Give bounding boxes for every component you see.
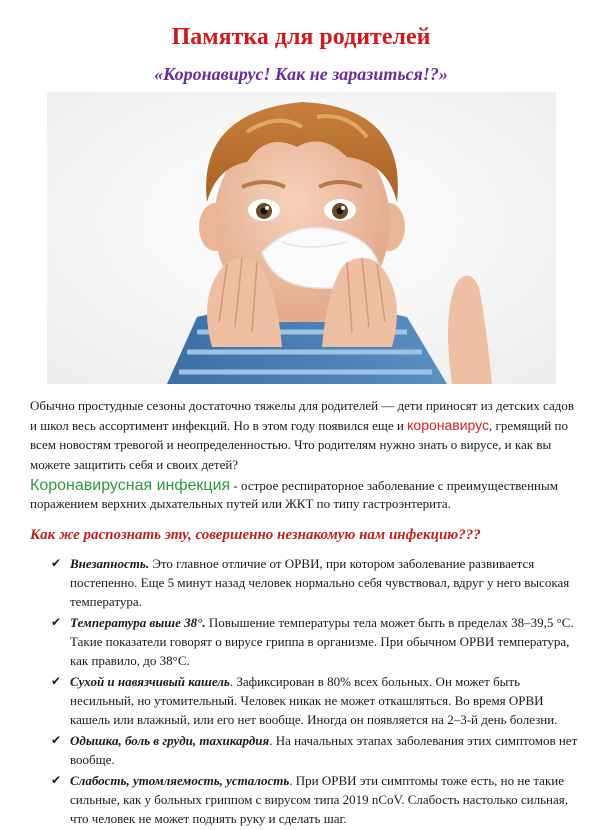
symptom-text: Это главное отличие от ОРВИ, при котором заболевание развивается постепенно. Еще 5 минут назад человек нормально себя чувствовал, вдруг у него высокая температура.: [70, 556, 570, 609]
list-item: [51, 613, 582, 670]
page-title: Памятка для родителей: [171, 24, 431, 50]
intro-text-end: , гремящий по всем новостям тревогой и неопределенностью. Что родителям нужно знать о вирусе, и как вы можете защитить себя и своих детей?: [30, 417, 568, 472]
symptom-term: Внезапность.: [70, 556, 150, 571]
intro-paragraph: [30, 396, 582, 474]
check-icon: ✔: [51, 615, 62, 629]
intro-highlight: коронавирус: [407, 416, 490, 433]
symptom-term: Сухой и навязчивый кашель: [70, 674, 230, 689]
check-icon: ✔: [51, 733, 62, 747]
page-subtitle: «Коронавирус! Как не заразиться!?»: [154, 64, 448, 84]
list-item: [51, 554, 582, 611]
symptom-list: [51, 554, 582, 830]
section-heading: Как же распознать эту, совершенно незнакомую нам инфекцию???: [30, 527, 481, 543]
intro-text-start: Обычно простудные сезоны достаточно тяжелы для родителей — дети приносят из детских садов и школ весь ассортимент инфекций. Но в этом году появился еще и: [30, 398, 575, 433]
definition-term: Коронавирусная инфекция: [30, 477, 231, 494]
symptom-text: . Зафиксирован в 80% всех больных. Он может быть несильный, но утомительный. Человек никак не может откашляться. Во время ОРВИ кашель или влажный, или его нет вообще. Иногда он появляется на 2–3-й день болезни.: [70, 674, 558, 727]
check-icon: ✔: [51, 773, 62, 787]
definition-text: - острое респираторное заболевание с преимущественным поражением верхних дыхательных путей или ЖКТ по типу гастроэнтерита.: [30, 478, 558, 511]
symptom-text: . На начальных этапах заболевания этих симптомов нет вообще.: [70, 733, 578, 767]
check-icon: ✔: [51, 556, 62, 570]
symptom-term: Слабость, утомляемость, усталость: [70, 773, 290, 788]
list-item: [51, 731, 582, 769]
symptom-text: Повышение температуры тела может быть в пределах 38–39,5 °С. Такие показатели говорят о вирусе гриппа в организме. При обычном ОРВИ температура, как правило, до 38°С.: [70, 615, 574, 668]
definition-paragraph: [30, 477, 582, 513]
list-item: [51, 771, 582, 828]
list-item: [51, 672, 582, 729]
symptom-term: Температура выше 38°.: [70, 615, 206, 630]
symptom-term: Одышка, боль в груди, тахикардия: [70, 733, 270, 748]
check-icon: ✔: [51, 674, 62, 688]
child-photo: [47, 92, 556, 384]
symptom-text: . При ОРВИ эти симптомы тоже есть, но не такие сильные, как у больных гриппом с вирусом типа 2019 nCoV. Слабость настолько сильная, что человек не может поднять руку и сделать шаг.: [70, 773, 568, 826]
